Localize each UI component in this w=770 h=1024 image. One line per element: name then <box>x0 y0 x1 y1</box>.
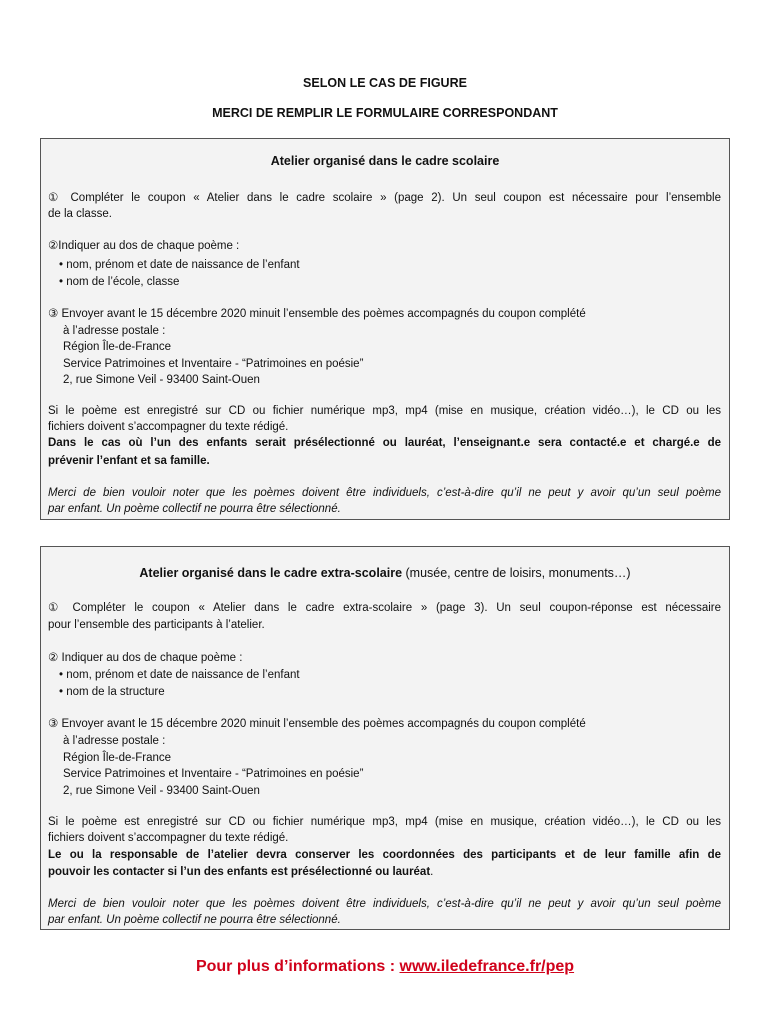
extra-scolaire-section <box>40 546 730 930</box>
extra-step3: ③ Envoyer avant le 15 décembre 2020 minuit l’ensemble des poèmes accompagnés du coupon complété <box>48 718 586 730</box>
scolaire-address-street: 2, rue Simone Veil - 93400 Saint-Ouen <box>63 374 260 386</box>
scolaire-address-region: Région Île-de-France <box>63 341 172 353</box>
scolaire-step2: ②Indiquer au dos de chaque poème : <box>48 240 240 252</box>
scolaire-address-label: à l’adresse postale : <box>63 325 166 337</box>
page-heading: SELON LE CAS DE FIGURE <box>303 76 467 90</box>
footer-label: Pour plus d’informations : <box>195 958 400 975</box>
extra-title-rest: (musée, centre de loisirs, monuments…) <box>402 566 631 580</box>
extra-individual-note-cont: par enfant. Un poème collectif ne pourra être sélectionné. <box>48 914 341 926</box>
extra-title <box>41 566 729 580</box>
extra-contact-note: Le ou la responsable de l’atelier devra conserver les coordonnées des participants et de leur famille afin de <box>48 849 721 861</box>
extra-contact-note-period: . <box>430 866 434 878</box>
extra-step1-cont: pour l’ensemble des participants à l’atelier. <box>48 619 265 631</box>
scolaire-address-service: Service Patrimoines et Inventaire - “Patrimoines en poésie” <box>63 358 364 370</box>
scolaire-bullet-1: • nom, prénom et date de naissance de l’enfant <box>59 259 300 271</box>
scolaire-title: Atelier organisé dans le cadre scolaire <box>270 154 500 168</box>
extra-address-region: Région Île-de-France <box>63 752 172 764</box>
footer-info <box>0 958 770 976</box>
scolaire-contact-note-cont: prévenir l’enfant et sa famille. <box>48 455 210 467</box>
scolaire-step1: ① Compléter le coupon « Atelier dans le cadre scolaire » (page 2). Un seul coupon est nécessaire pour l’ensemble <box>48 192 721 204</box>
scolaire-individual-note: Merci de bien vouloir noter que les poèmes doivent être individuels, c’est-à-dire qu’il ne peut y avoir qu’un seul poème <box>48 487 721 499</box>
extra-contact-note-cont-bold: pouvoir les contacter si l’un des enfants est présélectionné ou lauréat <box>48 866 431 878</box>
page-subheading: MERCI DE REMPLIR LE FORMULAIRE CORRESPONDANT <box>212 106 558 120</box>
extra-contact-note-cont <box>48 864 721 880</box>
scolaire-cd-info-cont: fichiers doivent s’accompagner du texte rédigé. <box>48 421 289 433</box>
extra-cd-info: Si le poème est enregistré sur CD ou fichier numérique mp3, mp4 (mise en musique, création vidéo…), le CD ou les <box>48 816 721 828</box>
scolaire-contact-note: Dans le cas où l’un des enfants serait présélectionné ou lauréat, l’enseignant.e sera contacté.e et chargé.e de <box>48 437 721 449</box>
extra-bullet-1: • nom, prénom et date de naissance de l’enfant <box>59 669 300 681</box>
extra-step2: ② Indiquer au dos de chaque poème : <box>48 652 243 664</box>
extra-address-label: à l’adresse postale : <box>63 735 166 747</box>
scolaire-bullet-2: • nom de l’école, classe <box>59 276 180 288</box>
extra-address-street: 2, rue Simone Veil - 93400 Saint-Ouen <box>63 785 260 797</box>
extra-title-bold: Atelier organisé dans le cadre extra-scolaire <box>139 566 403 580</box>
extra-bullet-2: • nom de la structure <box>59 686 165 698</box>
scolaire-step3: ③ Envoyer avant le 15 décembre 2020 minuit l’ensemble des poèmes accompagnés du coupon complété <box>48 308 586 320</box>
extra-address-service: Service Patrimoines et Inventaire - “Patrimoines en poésie” <box>63 768 364 780</box>
scolaire-individual-note-cont: par enfant. Un poème collectif ne pourra être sélectionné. <box>48 503 341 515</box>
extra-cd-info-cont: fichiers doivent s’accompagner du texte rédigé. <box>48 832 289 844</box>
extra-individual-note: Merci de bien vouloir noter que les poèmes doivent être individuels, c’est-à-dire qu’il ne peut y avoir qu’un seul poème <box>48 898 721 910</box>
scolaire-cd-info: Si le poème est enregistré sur CD ou fichier numérique mp3, mp4 (mise en musique, création vidéo…), le CD ou les <box>48 405 721 417</box>
footer-link[interactable]: www.iledefrance.fr/pep <box>399 958 575 975</box>
scolaire-section <box>40 138 730 520</box>
scolaire-step1-cont: de la classe. <box>48 208 112 220</box>
extra-step1: ① Compléter le coupon « Atelier dans le cadre extra-scolaire » (page 3). Un seul coupon-réponse est nécessaire <box>48 602 721 614</box>
